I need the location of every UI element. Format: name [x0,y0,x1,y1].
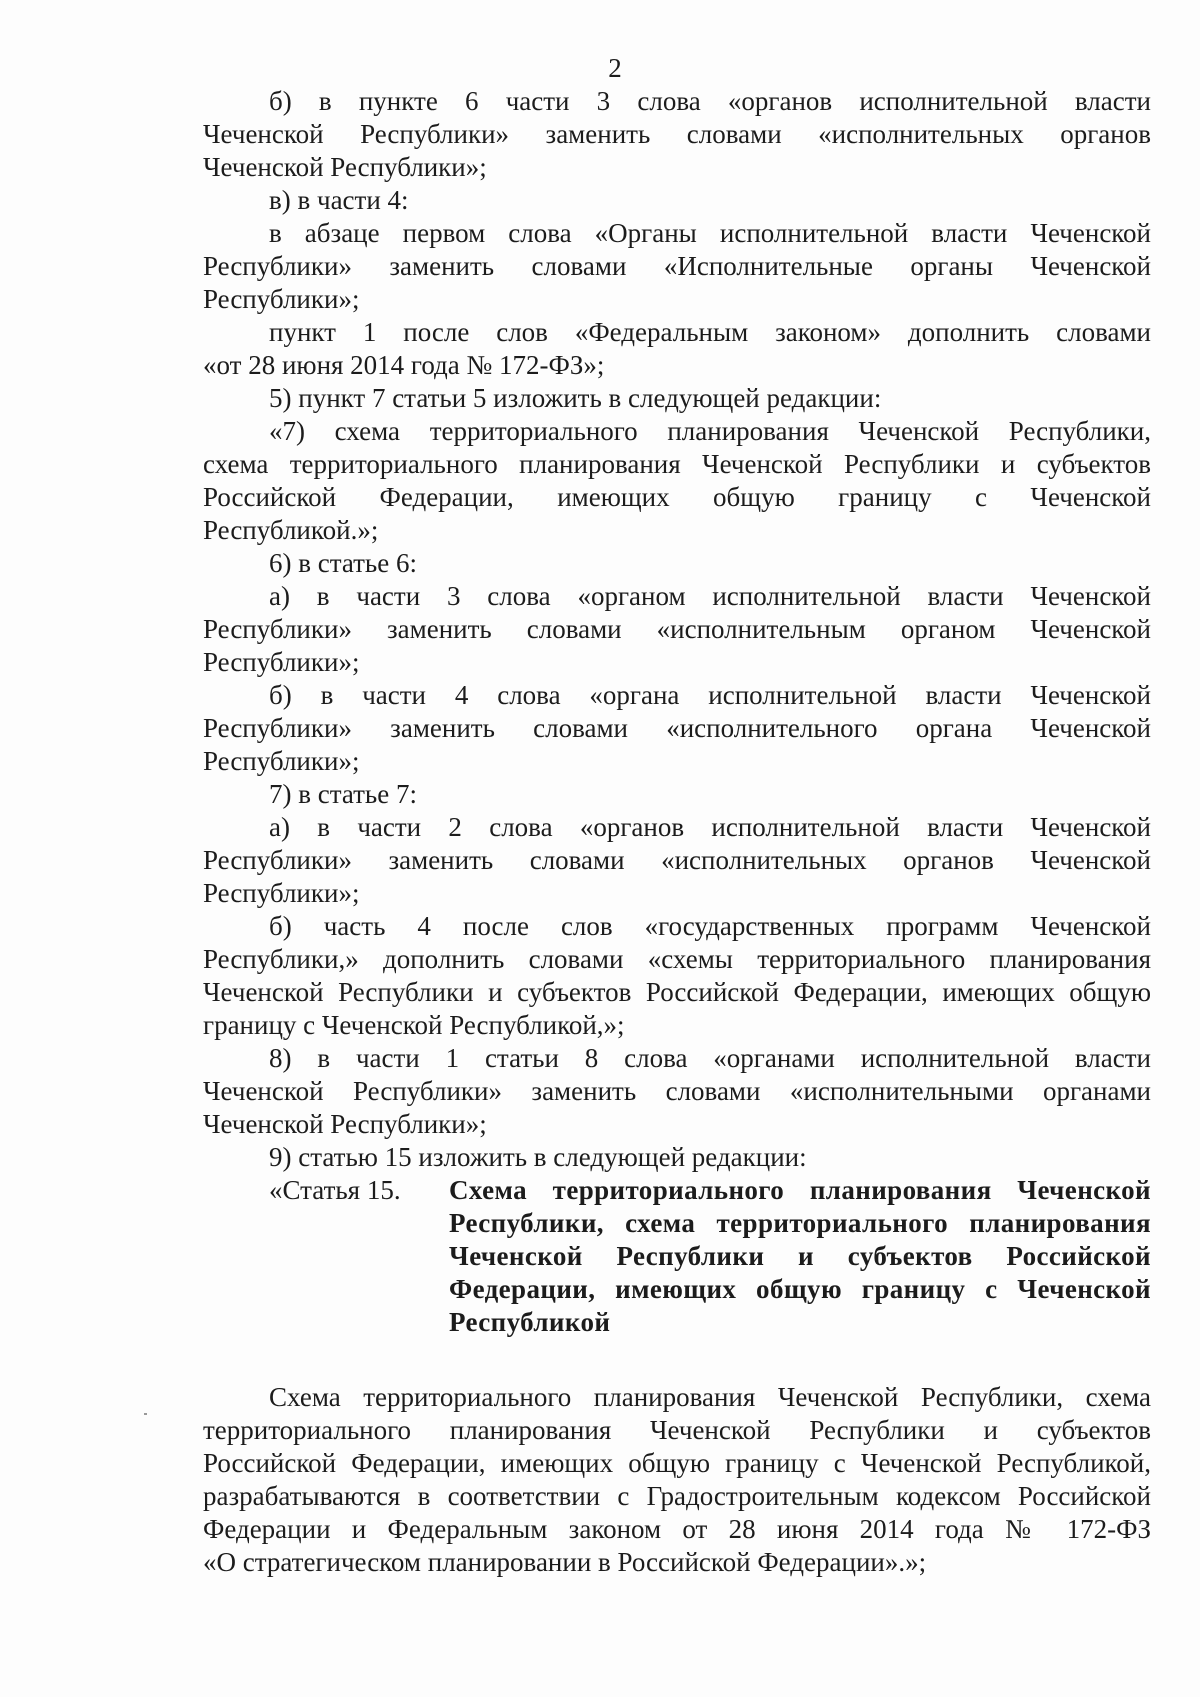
title-line: Чеченской Республики и субъектов Российской [449,1241,1151,1271]
text-line: 9) статью 15 изложить в следующей редакции: [269,1142,807,1172]
paragraph-6b [203,679,1151,778]
article-15-heading [203,1174,1151,1339]
text-line: Российской Федерации, имеющих общую границу с Чеченской Республикой, [203,1448,1151,1478]
text-line: Чеченской Республики»; [203,1109,487,1139]
title-line: Республикой [449,1307,611,1337]
text-line: Республики» заменить словами «Исполнительные органы Чеченской [203,251,1151,281]
text-line: Чеченской Республики»; [203,152,487,182]
text-line: 5) пункт 7 статьи 5 изложить в следующей редакции: [269,383,882,413]
text-line: «от 28 июня 2014 года № 172-ФЗ»; [203,350,605,380]
text-line: Российской Федерации, имеющих общую границу с Чеченской [203,482,1151,512]
text-line: Чеченской Республики» заменить словами «исполнительных органов [203,119,1151,149]
paragraph-6a [203,580,1151,679]
paragraph-first-abzats [203,217,1151,316]
paragraph-7b [203,910,1151,1042]
title-line: Схема территориального планирования Чеченской [449,1175,1151,1205]
text-line: б) в пункте 6 части 3 слова «органов исполнительной власти [269,86,1151,116]
paragraph-5 [203,382,1151,415]
title-line: Федерации, имеющих общую границу с Чеченской [449,1274,1151,1304]
paragraph-8 [203,1042,1151,1141]
text-line: Республики,» дополнить словами «схемы территориального планирования [203,944,1151,974]
text-line: Республики»; [203,647,360,677]
text-line: территориального планирования Чеченской Республики и субъектов [203,1415,1151,1445]
paragraph-b-point-6 [203,85,1151,184]
paragraph-v-part-4 [203,184,1151,217]
paragraph-6 [203,547,1151,580]
text-line: границу с Чеченской Республикой,»; [203,1010,625,1040]
text-line: 8) в части 1 статьи 8 слова «органами исполнительной власти [269,1043,1151,1073]
text-line: а) в части 3 слова «органом исполнительной власти Чеченской [269,581,1151,611]
article-title [449,1174,1151,1339]
spacer [203,1339,1151,1381]
text-line: «О стратегическом планировании в Российской Федерации».»; [203,1547,927,1577]
text-line: а) в части 2 слова «органов исполнительной власти Чеченской [269,812,1151,842]
document-body [203,85,1151,1579]
article-15-body [203,1381,1151,1579]
text-line: Республики» заменить словами «исполнительного органа Чеченской [203,713,1151,743]
text-line: Республики» заменить словами «исполнительных органов Чеченской [203,845,1151,875]
text-line: Республики»; [203,284,360,314]
text-line: пункт 1 после слов «Федеральным законом» дополнить словами [269,317,1151,347]
text-line: 7) в статье 7: [269,779,417,809]
text-line: разрабатываются в соответствии с Градостроительным кодексом Российской [203,1481,1151,1511]
text-line: б) часть 4 после слов «государственных программ Чеченской [269,911,1151,941]
text-line: в абзаце первом слова «Органы исполнительной власти Чеченской [269,218,1151,248]
text-line: Республики» заменить словами «исполнительным органом Чеченской [203,614,1151,644]
text-line: Чеченской Республики и субъектов Российской Федерации, имеющих общую [203,977,1151,1007]
paragraph-7-scheme [203,415,1151,547]
title-line: Республики, схема территориального планирования [449,1208,1151,1238]
paragraph-7a [203,811,1151,910]
paragraph-9 [203,1141,1151,1174]
paragraph-7 [203,778,1151,811]
page-number: 2 [608,53,622,83]
text-line: Республикой.»; [203,515,379,545]
article-number: «Статья 15. [269,1175,401,1205]
text-line: Республики»; [203,746,360,776]
text-line: Чеченской Республики» заменить словами «исполнительными органами [203,1076,1151,1106]
paragraph-point-1 [203,316,1151,382]
text-line: Республики»; [203,878,360,908]
text-line: схема территориального планирования Чеченской Республики и субъектов [203,449,1151,479]
text-line: «7) схема территориального планирования Чеченской Республики, [269,416,1151,446]
text-line: б) в части 4 слова «органа исполнительной власти Чеченской [269,680,1151,710]
text-line: Схема территориального планирования Чеченской Республики, схема [269,1382,1151,1412]
scan-speck [144,1413,147,1415]
text-line: в) в части 4: [269,185,409,215]
text-line: Федерации и Федеральным законом от 28 июня 2014 года № 172-ФЗ [203,1514,1151,1544]
text-line: 6) в статье 6: [269,548,417,578]
